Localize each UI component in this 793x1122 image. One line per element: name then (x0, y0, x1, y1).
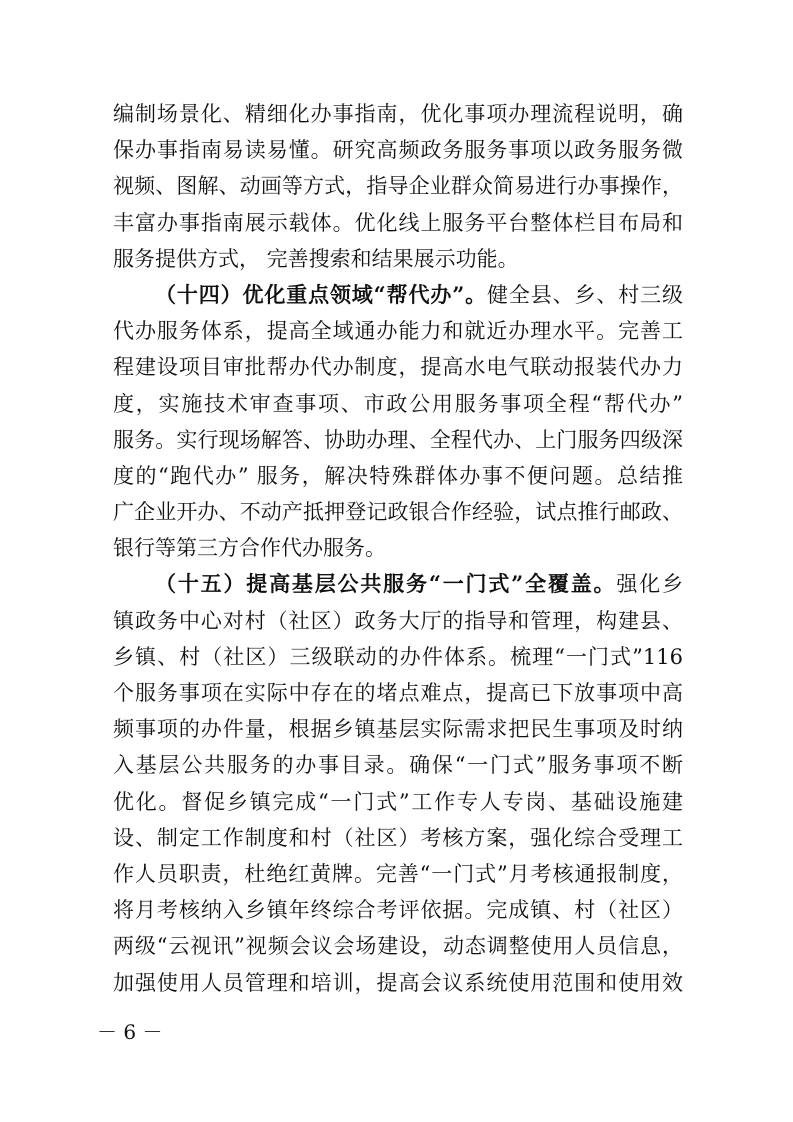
text-line: 银行等第三方合作代办服务。 (113, 536, 386, 561)
paragraph-section-15 (113, 566, 683, 1000)
text-line: 服务。实行现场解答、协助办理、全程代办、上门服务四级深 (113, 427, 683, 452)
page-number: － 6 － (97, 1020, 163, 1044)
text-line: 代办服务体系，提高全域通办能力和就近办理水平。完善工 (113, 319, 683, 344)
text-line: 优化。督促乡镇完成“一门式”工作专人专岗、基础设施建 (113, 789, 683, 814)
text-line: 设、制定工作制度和村（社区）考核方案，强化综合受理工 (113, 825, 683, 850)
text-line: 乡镇、村（社区）三级联动的办件体系。梳理“一门式”116 (113, 644, 683, 669)
text-line: 入基层公共服务的办事目录。确保“一门式”服务事项不断 (113, 753, 683, 778)
text-line: 视频、图解、动画等方式，指导企业群众简易进行办事操作， (113, 174, 683, 199)
paragraph-section-14 (113, 277, 683, 567)
text-line: 两级“云视讯”视频会议会场建设，动态调整使用人员信息， (113, 934, 683, 959)
document-body (113, 96, 683, 1001)
text-line: 作人员职责，杜绝红黄牌。完善“一门式”月考核通报制度， (113, 861, 683, 886)
text-line (113, 277, 683, 313)
text-line: 广企业开办、不动产抵押登记政银合作经验，试点推行邮政、 (113, 500, 683, 525)
text-line: 将月考核纳入乡镇年终综合考评依据。完成镇、村（社区） (113, 898, 683, 923)
text-line: 保办事指南易读易懂。研究高频政务服务事项以政务服务微 (113, 138, 683, 163)
text-run: 健全县、乡、村三级 (487, 282, 683, 307)
text-line: 程建设项目审批帮办代办制度，提高水电气联动报装代办力 (113, 355, 683, 380)
section-heading: （十四）优化重点领域“帮代办”。 (155, 281, 488, 307)
text-line: 丰富办事指南展示载体。优化线上服务平台整体栏目布局和 (113, 210, 683, 235)
text-line: 编制场景化、精细化办事指南，优化事项办理流程说明，确 (113, 102, 683, 126)
text-line (113, 566, 683, 602)
text-line: 度的“跑代办” 服务，解决特殊群体办事不便问题。总结推 (113, 463, 683, 488)
text-line: 镇政务中心对村（社区）政务大厅的指导和管理，构建县、 (113, 608, 683, 633)
section-heading: （十五）提高基层公共服务“一门式”全覆盖。 (155, 571, 617, 597)
text-line: 频事项的办件量，根据乡镇基层实际需求把民生事项及时纳 (113, 717, 683, 742)
text-line: 个服务事项在实际中存在的堵点难点，提高已下放事项中高 (113, 681, 683, 705)
text-line: 服务提供方式， 完善搜索和结果展示功能。 (113, 246, 519, 271)
text-line: 加强使用人员管理和培训，提高会议系统使用范围和使用效 (113, 970, 683, 995)
paragraph-guide-optimization (113, 96, 683, 277)
text-line: 度，实施技术审查事项、市政公用服务事项全程“帮代办” (113, 391, 683, 416)
text-run: 强化乡 (616, 572, 683, 597)
